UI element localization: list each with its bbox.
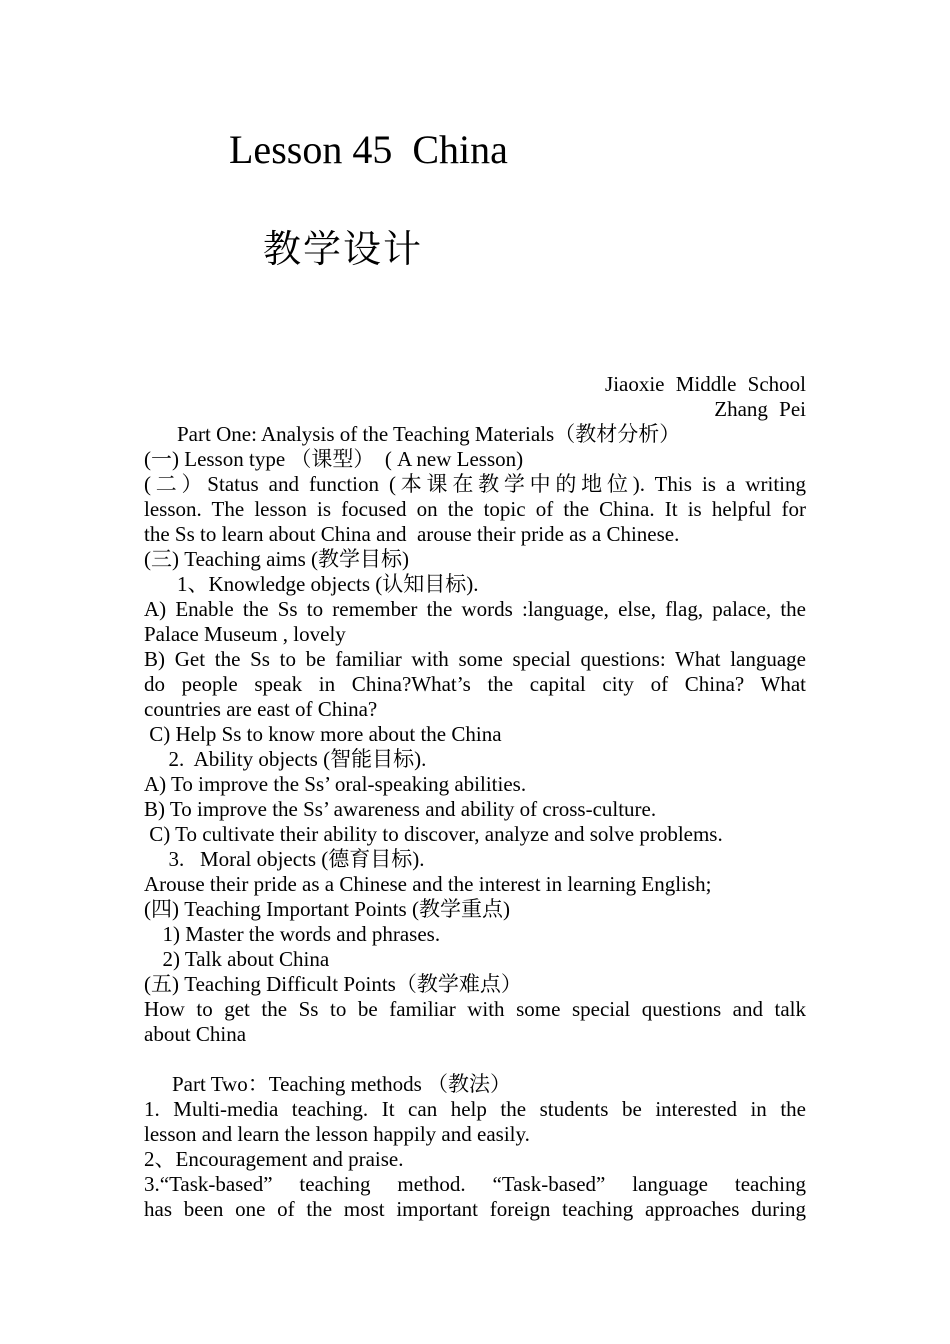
lesson-subtitle: 教学设计 bbox=[263, 227, 424, 271]
knowledge-a-line-1: A) Enable the Ss to remember the words :language, else, flag, palace, the bbox=[144, 597, 806, 621]
lesson-type: (一) Lesson type （课型） ( A new Lesson) bbox=[144, 447, 524, 471]
ability-a: A) To improve the Ss’ oral-speaking abilities. bbox=[144, 772, 527, 796]
method-3-line-2: has been one of the most important foreign teaching approaches during bbox=[144, 1197, 806, 1221]
difficult-points-heading: (五) Teaching Difficult Points（教学难点） bbox=[144, 972, 522, 996]
status-line-2: lesson. The lesson is focused on the topic of the China. It is helpful for bbox=[144, 497, 806, 521]
aims-heading: (三) Teaching aims (教学目标) bbox=[144, 547, 410, 571]
difficult-point-line-2: about China bbox=[144, 1022, 247, 1046]
ability-c: C) To cultivate their ability to discover, analyze and solve problems. bbox=[144, 822, 723, 846]
knowledge-b-line-3: countries are east of China? bbox=[144, 697, 378, 721]
author-school: Jiaoxie Middle School bbox=[605, 372, 806, 396]
knowledge-c: C) Help Ss to know more about the China bbox=[144, 722, 502, 746]
ability-heading: 2. Ability objects (智能目标). bbox=[158, 747, 427, 771]
important-points-heading: (四) Teaching Important Points (教学重点) bbox=[144, 897, 510, 921]
status-line-1: (二）Status and function (本课在教学中的地位). This is a writing bbox=[144, 472, 806, 496]
part-one-heading: Part One: Analysis of the Teaching Materials（教材分析） bbox=[177, 422, 681, 446]
status-line-3: the Ss to learn about China and arouse their pride as a Chinese. bbox=[144, 522, 680, 546]
lesson-title: Lesson 45 China bbox=[229, 127, 508, 172]
important-point-2: 2) Talk about China bbox=[152, 947, 330, 971]
document-body bbox=[144, 372, 806, 1222]
blank-line bbox=[144, 1047, 806, 1072]
method-2: 2、Encouragement and praise. bbox=[144, 1147, 404, 1171]
difficult-point-line-1: How to get the Ss to be familiar with some special questions and talk bbox=[144, 997, 806, 1021]
part-two-heading: Part Two：Teaching methods （教法） bbox=[172, 1072, 512, 1096]
method-1-line-2: lesson and learn the lesson happily and easily. bbox=[144, 1122, 530, 1146]
author-name: Zhang Pei bbox=[714, 397, 806, 421]
knowledge-b-line-2: do people speak in China?What’s the capital city of China? What bbox=[144, 672, 806, 696]
moral-text: Arouse their pride as a Chinese and the interest in learning English; bbox=[144, 872, 712, 896]
important-point-1: 1) Master the words and phrases. bbox=[152, 922, 441, 946]
moral-heading: 3. Moral objects (德育目标). bbox=[158, 847, 425, 871]
knowledge-a-line-2: Palace Museum , lovely bbox=[144, 622, 346, 646]
ability-b: B) To improve the Ss’ awareness and ability of cross-culture. bbox=[144, 797, 657, 821]
knowledge-heading: 1、Knowledge objects (认知目标). bbox=[177, 572, 479, 596]
method-3-line-1: 3.“Task-based” teaching method. “Task-based” language teaching bbox=[144, 1172, 806, 1196]
knowledge-b-line-1: B) Get the Ss to be familiar with some special questions: What language bbox=[144, 647, 806, 671]
method-1-line-1: 1. Multi-media teaching. It can help the students be interested in the bbox=[144, 1097, 806, 1121]
